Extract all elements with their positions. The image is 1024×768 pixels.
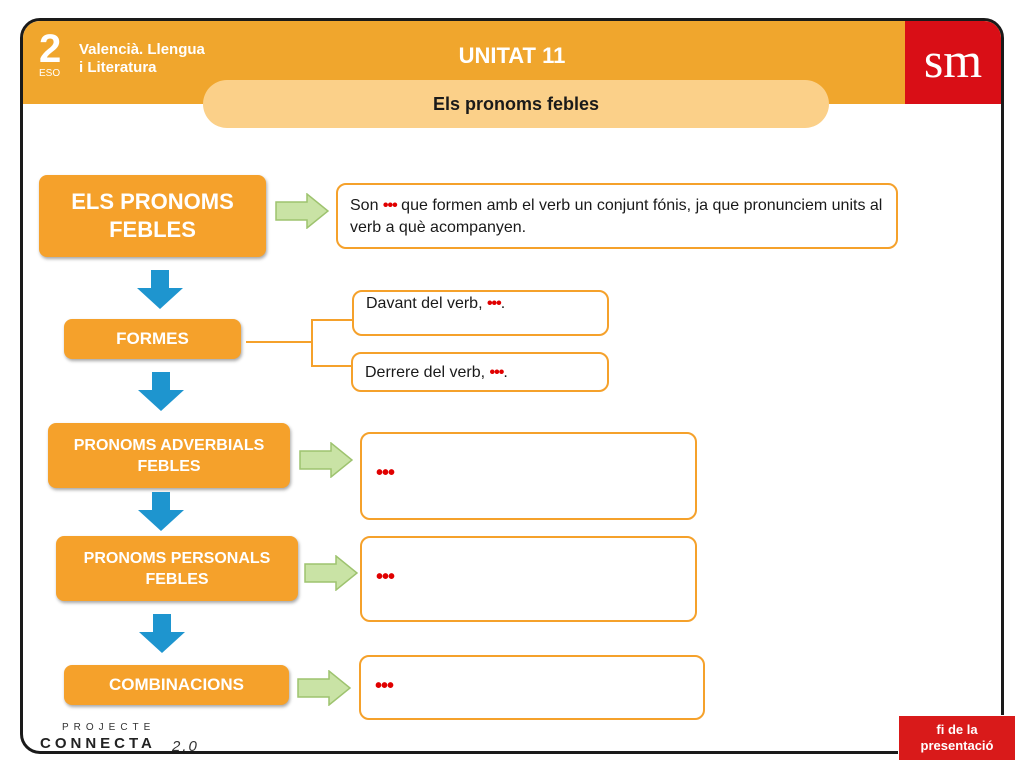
blue-arrow-down-icon xyxy=(135,270,185,310)
definition-text-end: que formen amb el verb un conjunt fónis, ja que pronunciem units al verb a què acompanyen. xyxy=(350,197,883,236)
bracket-connector xyxy=(246,318,354,370)
adverbials-answer-box xyxy=(360,432,697,520)
definition-box xyxy=(336,183,898,249)
green-arrow-right-icon xyxy=(297,670,351,706)
personals-box xyxy=(56,536,298,601)
adverbials-dots: ••• xyxy=(376,462,395,484)
combinacions-label: COMBINACIONS xyxy=(108,675,245,694)
after-verb-dots: ••• xyxy=(489,364,504,381)
before-verb-box xyxy=(352,290,609,336)
personals-answer-box xyxy=(360,536,697,622)
formes-label: FORMES xyxy=(116,329,189,348)
combinacions-box xyxy=(64,665,289,705)
blue-arrow-down-icon xyxy=(136,372,186,412)
combinacions-answer-box xyxy=(359,655,705,720)
green-arrow-right-icon xyxy=(275,193,329,229)
blue-arrow-down-icon xyxy=(137,614,187,654)
after-verb-end: . xyxy=(503,364,508,381)
before-verb-end: . xyxy=(500,295,506,312)
definition-dots: ••• xyxy=(382,197,397,214)
formes-box xyxy=(64,319,241,359)
personals-dots: ••• xyxy=(376,566,395,588)
end-presentation-label: fi de la presentació xyxy=(920,722,994,753)
main-concept-label: ELS PRONOMS FEBLES xyxy=(71,189,234,242)
main-concept-box xyxy=(39,175,266,257)
combinacions-dots: ••• xyxy=(375,675,394,697)
adverbials-box xyxy=(48,423,290,488)
adverbials-label: PRONOMS ADVERBIALS FEBLES xyxy=(73,436,265,475)
grade-level: ESO xyxy=(39,68,61,79)
before-verb-dots: ••• xyxy=(486,295,501,312)
personals-label: PRONOMS PERSONALS FEBLES xyxy=(83,549,271,588)
subject-title: Valencià. Llengua i Literatura xyxy=(79,41,205,76)
green-arrow-right-icon xyxy=(304,555,358,591)
before-verb-text: Davant del verb, xyxy=(366,295,487,312)
blue-arrow-down-icon xyxy=(136,492,186,532)
brand-projecte: PROJECTE xyxy=(62,722,156,733)
after-verb-text: Derrere del verb, xyxy=(365,364,490,381)
unit-title: UNITAT 11 xyxy=(458,43,566,68)
sm-logo: sm xyxy=(905,21,1001,104)
green-arrow-right-icon xyxy=(299,442,353,478)
end-presentation-button[interactable] xyxy=(898,715,1016,761)
after-verb-box xyxy=(351,352,609,392)
topic-title: Els pronoms febles xyxy=(203,80,829,128)
grade-number: 2 xyxy=(39,27,62,71)
brand-connecta: CONNECTA xyxy=(40,735,156,752)
definition-text-start: Son xyxy=(350,197,383,214)
brand-version: 2.0 xyxy=(172,738,199,755)
